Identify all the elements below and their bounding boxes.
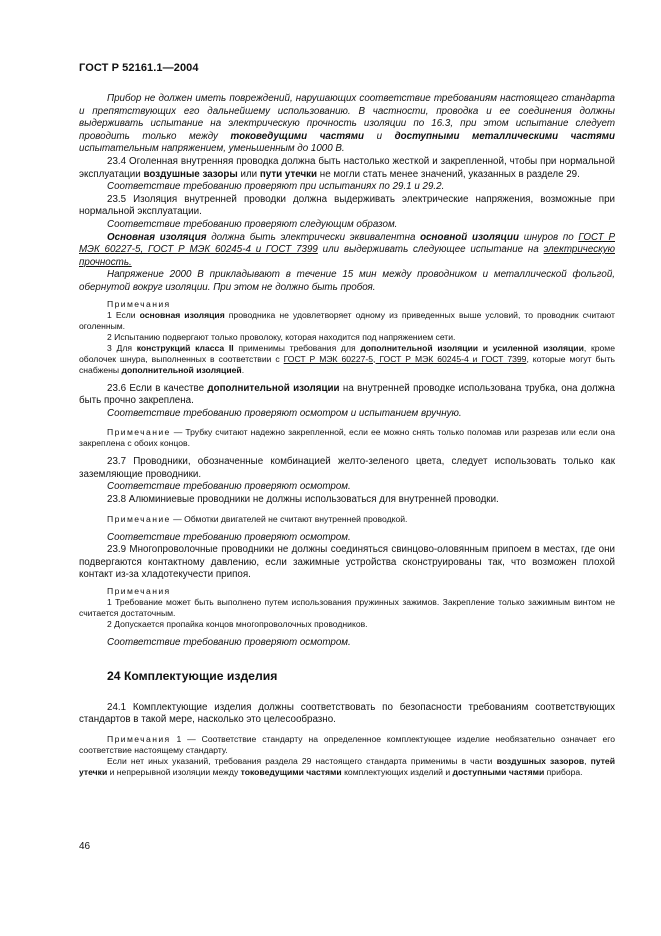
note-23-8: Примечание — Обмотки двигателей не считают внутренней проводкой. — [107, 513, 408, 524]
paragraph-test-voltage: Напряжение 2000 В прикладывают в течение 15 мин между проводником и металлической фольгой, обернутой вокруг изоляции. При этом не должно быть пробоя. — [79, 269, 615, 293]
compliance-check-23-7: Соответствие требованию проверяют осмотром. — [107, 481, 351, 493]
term-basic-insulation-2: основной изоляции — [420, 231, 519, 243]
term-basic-insulation: Основная изоляция — [107, 231, 207, 243]
compliance-check-23-6: Соответствие требованию проверяют осмотром и испытанием вручную. — [107, 407, 462, 419]
clause-23-7: 23.7 Проводники, обозначенные комбинацией желто-зеленого цвета, следует использовать только как заземляющие проводники. — [79, 456, 615, 480]
paragraph-basic-insulation: Основная изоляция должна быть электрически эквивалентна основной изоляции шнуров по ГОСТ Р МЭК 60227-5, ГОСТ Р МЭК 60245-4 и ГОСТ 7399 или выдерживать следующее испытание на электрическую прочность. — [79, 231, 615, 268]
page-number: 46 — [79, 841, 91, 852]
note-item: 3 Для конструкций класса II применимы требования для дополнительной изоляции и усиленной изоляции, кроме оболочек шнура, выполненных в соответствии с ГОСТ Р МЭК 60227-5, ГОСТ Р МЭК 60245-4 и ГОСТ 7399, которые могут быть снабжены дополнительной изоляцией. — [79, 342, 615, 375]
notes-title: Примечания — [107, 586, 171, 597]
term-creepage: пути утечки — [259, 168, 318, 180]
notes-block-3 — [79, 734, 615, 778]
note-label: Примечание — [107, 513, 171, 524]
note-item: Если нет иных указаний, требования раздела 29 настоящего стандарта применимы в части воздушных зазоров, путей утечки и непрерывной изоляции между токоведущими частями комплектующих изделий и доступными частями прибора. — [79, 755, 615, 777]
compliance-check-23-5: Соответствие требованию проверяют следующим образом. — [107, 218, 398, 230]
notes-block-1 — [79, 310, 615, 376]
term-live-parts: токоведущими частями — [230, 130, 365, 142]
term-accessible-metal-parts: доступными металлическими частями — [394, 130, 615, 142]
page-content — [79, 93, 615, 778]
term-clearances: воздушные зазоры — [143, 168, 238, 180]
notes-block-2 — [79, 597, 615, 630]
note-label: Примечание — [107, 427, 171, 438]
note-item: 2 Допускается пропайка концов многопроволочных проводников. — [107, 619, 368, 630]
clause-23-9: 23.9 Многопроволочные проводники не должны соединяться свинцово-оловянным припоем в местах, где они подвергаются контактному давлению, если зажимные устройства сконструированы так, что возможен плохой контакт из-за хладотекучести припоя. — [79, 544, 615, 581]
document-header: ГОСТ Р 52161.1—2004 — [79, 62, 199, 74]
electric-strength-link: электрическую прочность. — [79, 244, 615, 268]
standards-reference: ГОСТ Р МЭК 60227-5, ГОСТ Р МЭК 60245-4 и ГОСТ 7399 — [79, 231, 615, 256]
notes-title: Примечания — [107, 298, 171, 309]
clause-23-5: 23.5 Изоляция внутренней проводки должна выдерживать электрические напряжения, возможные при нормальной эксплуатации. — [79, 193, 615, 218]
compliance-check-23-4: Соответствие требованию проверяют при испытаниях по 29.1 и 29.2. — [107, 181, 445, 193]
compliance-check-23-8: Соответствие требованию проверяют осмотром. — [107, 531, 351, 543]
clause-23-4: 23.4 Оголенная внутренняя проводка должна быть настолько жесткой и закрепленной, чтобы при нормальной эксплуатации воздушные зазоры или пути утечки не могли стать менее значений, указанных в разделе 29. — [79, 155, 615, 180]
note-item: 1 Требование может быть выполнено путем использования пружинных зажимов. Закрепление только зажимным винтом не считается достаточным. — [79, 597, 615, 619]
note-label: Примечания — [107, 733, 171, 744]
note-23-6: Примечание — Трубку считают надежно закрепленной, если ее можно снять только поломав или разрезав или если она закреплена с обоих концов. — [79, 427, 615, 449]
note-item: Примечания 1 — Соответствие стандарту на определенное комплектующее изделие необязательно означает его соответствие настоящему стандарту. — [79, 733, 615, 755]
clause-24-1: 24.1 Комплектующие изделия должны соответствовать по безопасности требованиям соответствующих стандартов в такой мере, насколько это целесообразно. — [79, 701, 615, 726]
note-item: 1 Если основная изоляция проводника не удовлетворяет одному из приведенных выше условий, то проводник считают оголенным. — [79, 309, 615, 331]
clause-23-8: 23.8 Алюминиевые проводники не должны использоваться для внутренней проводки. — [107, 494, 499, 506]
compliance-check-23-9: Соответствие требованию проверяют осмотром. — [107, 637, 351, 649]
note-item: 2 Испытанию подвергают только проволоку, которая находится под напряжением сети. — [107, 331, 456, 342]
paragraph-damage-requirement: Прибор не должен иметь повреждений, нарушающих соответствие требованиям настоящего стандарта и препятствующих его дальнейшему использованию. В частности, проводка и ее соединения должны выдерживать испытание на электрическую прочность изоляции по 16.3, при этом испытание следует проводить только между токоведущими частями и доступными металлическими частями испытательным напряжением, уменьшенным до 1000 В. — [79, 93, 615, 155]
section-heading: 24 Комплектующие изделия — [107, 668, 278, 683]
clause-23-6: 23.6 Если в качестве дополнительной изоляции на внутренней проводке использована трубка, она должна быть прочно закреплена. — [79, 382, 616, 407]
